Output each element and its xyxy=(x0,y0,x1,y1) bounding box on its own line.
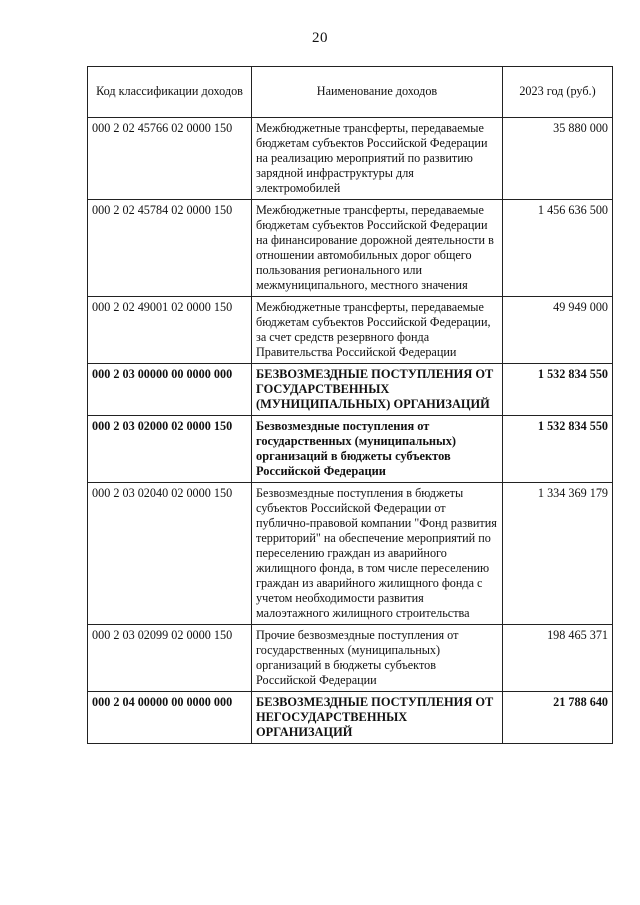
row-amount: 198 465 371 xyxy=(503,625,613,692)
row-name: Межбюджетные трансферты, передаваемые бюджетам субъектов Российской Федерации, за счет средств резервного фонда Правительства Российской Федерации xyxy=(252,297,503,364)
row-name: Межбюджетные трансферты, передаваемые бюджетам субъектов Российской Федерации на финансирование дорожной деятельности в отношении автомобильных дорог общего пользования регионального или межмуниципального, местного значения xyxy=(252,200,503,297)
table-row xyxy=(88,692,613,744)
header-name: Наименование доходов xyxy=(252,67,503,118)
table-row xyxy=(88,625,613,692)
row-code: 000 2 02 45766 02 0000 150 xyxy=(88,118,252,200)
revenue-table xyxy=(87,66,613,744)
table-row xyxy=(88,297,613,364)
table-row xyxy=(88,200,613,297)
table-row xyxy=(88,483,613,625)
table-header xyxy=(88,67,613,118)
table-body xyxy=(88,118,613,744)
row-name: Безвозмездные поступления в бюджеты субъектов Российской Федерации от публично-правовой компании "Фонд развития территорий" на обеспечение мероприятий по переселению граждан из аварийного жилищного фонда, в том числе переселению граждан из аварийного жилищного фонда с учетом необходимости развития малоэтажного жилищного строительства xyxy=(252,483,503,625)
row-code: 000 2 04 00000 00 0000 000 xyxy=(88,692,252,744)
row-amount: 1 456 636 500 xyxy=(503,200,613,297)
header-code: Код классификации доходов xyxy=(88,67,252,118)
row-name: БЕЗВОЗМЕЗДНЫЕ ПОСТУПЛЕНИЯ ОТ ГОСУДАРСТВЕННЫХ (МУНИЦИПАЛЬНЫХ) ОРГАНИЗАЦИЙ xyxy=(252,364,503,416)
row-code: 000 2 02 49001 02 0000 150 xyxy=(88,297,252,364)
header-amount: 2023 год (руб.) xyxy=(503,67,613,118)
row-name: Прочие безвозмездные поступления от государственных (муниципальных) организаций в бюджеты субъектов Российской Федерации xyxy=(252,625,503,692)
table-row xyxy=(88,364,613,416)
row-amount: 1 532 834 550 xyxy=(503,416,613,483)
row-code: 000 2 03 02000 02 0000 150 xyxy=(88,416,252,483)
row-amount: 35 880 000 xyxy=(503,118,613,200)
page-number: 20 xyxy=(312,30,328,46)
row-code: 000 2 03 02099 02 0000 150 xyxy=(88,625,252,692)
row-name: Межбюджетные трансферты, передаваемые бюджетам субъектов Российской Федерации на реализацию мероприятий по развитию зарядной инфраструктуры для электромобилей xyxy=(252,118,503,200)
row-code: 000 2 03 00000 00 0000 000 xyxy=(88,364,252,416)
row-code: 000 2 02 45784 02 0000 150 xyxy=(88,200,252,297)
row-amount: 1 334 369 179 xyxy=(503,483,613,625)
row-name: БЕЗВОЗМЕЗДНЫЕ ПОСТУПЛЕНИЯ ОТ НЕГОСУДАРСТВЕННЫХ ОРГАНИЗАЦИЙ xyxy=(252,692,503,744)
row-code: 000 2 03 02040 02 0000 150 xyxy=(88,483,252,625)
table-row xyxy=(88,416,613,483)
row-name: Безвозмездные поступления от государственных (муниципальных) организаций в бюджеты субъектов Российской Федерации xyxy=(252,416,503,483)
row-amount: 21 788 640 xyxy=(503,692,613,744)
row-amount: 1 532 834 550 xyxy=(503,364,613,416)
table-row xyxy=(88,118,613,200)
row-amount: 49 949 000 xyxy=(503,297,613,364)
